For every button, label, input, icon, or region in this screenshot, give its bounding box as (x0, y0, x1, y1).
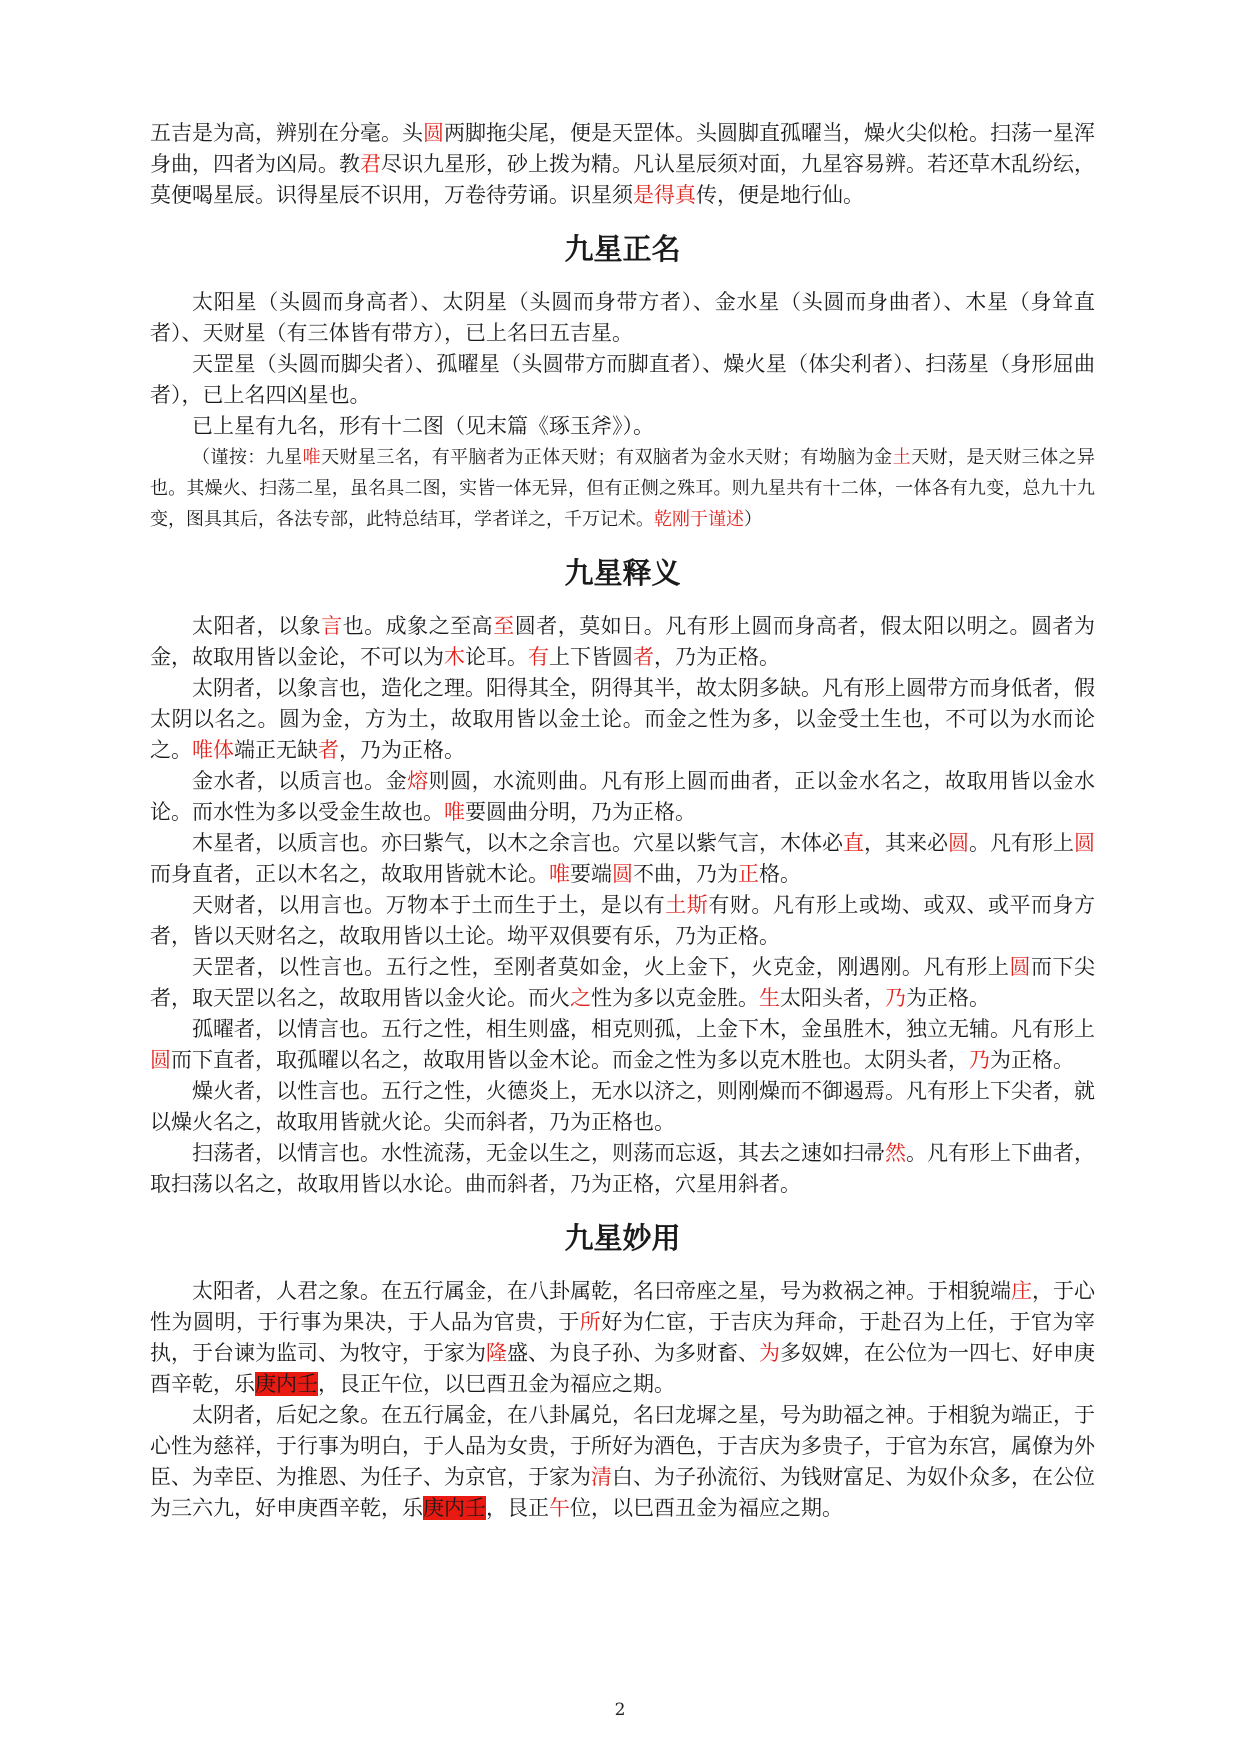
text-run: 不曲，乃为 (633, 862, 738, 886)
text-run: 太阴者，以象言也，造化之理。阳得其全，阴得其半，故太阴多缺。凡有形上圆带方而身低者，假太阴以名之。圆为金，方为土，故取用皆以金土论。而金之性为多，以金受土生也，不可以为水而论之。 (150, 676, 1095, 762)
text-run: 扫荡者，以情言也。水性流荡，无金以生之，则荡而忘返，其去之速如扫帚 (192, 1141, 885, 1165)
text-run: 而下尖者，取天罡以名之，故取用皆以金火论。而火 (150, 955, 1096, 1010)
section-miaoyong (150, 1276, 1095, 1524)
text-run: 天财，是天财三体之异也。其燥火、扫荡二星，虽名具二图，实皆一体无异，但有正侧之殊耳。则九星共有十二体，一体各有九变，总九十九变，图具其后，各法专部，此特总结耳，学者详之，千万记术。 (150, 447, 1095, 530)
text-run: 白、为子孙流衍、为钱财富足、为奴仆众多，在公位为三六九，好申庚酉辛乾，乐 (150, 1465, 1095, 1520)
highlighted-text: 庚内壬 (255, 1372, 318, 1396)
red-text: 圆 (423, 121, 444, 145)
paragraph (150, 1076, 1095, 1138)
text-run: 尽识九星形，砂上拨为精。凡认星辰须对面，九星容易辨。若还草木乱纷纭，莫便喝星辰。识得星辰不识用，万卷待劳诵。识星须 (150, 152, 1095, 207)
text-run: ，艮正午位，以巳酉丑金为福应之期。 (318, 1372, 675, 1396)
text-run: 圆者，莫如日。凡有形上圆而身高者，假太阳以明之。圆者为金，故取用皆以金论，不可以为 (150, 614, 1096, 669)
paragraph (150, 890, 1095, 952)
section-title-shiyi: 九星释义 (564, 556, 681, 590)
red-text: 唯 (302, 447, 322, 468)
editor-note (150, 442, 1095, 535)
document-page (150, 118, 1095, 1524)
text-run: ，艮正 (486, 1496, 549, 1520)
red-text: 乃 (885, 986, 906, 1010)
intro-paragraph (150, 118, 1095, 211)
red-text: 所 (579, 1310, 602, 1334)
red-text: 圆 (612, 862, 633, 886)
text-run: 多奴婢，在公位为一四七、好申庚酉辛乾，乐 (150, 1341, 1095, 1396)
text-run: 燥火者，以性言也。五行之性，火德炎上，无水以济之，则刚燥而不御遏焉。凡有形上下尖者，就以燥火名之，故取用皆就火论。尖而斜者，乃为正格也。 (150, 1079, 1095, 1134)
text-run: 太阳者，以象 (192, 614, 322, 638)
red-text: 圆 (1009, 955, 1031, 979)
red-text: 庄 (1011, 1279, 1032, 1303)
text-run: 为正格。 (906, 986, 990, 1010)
red-text: 乾刚于谨述 (654, 509, 744, 530)
text-run: 。凡有形上下曲者，取扫荡以名之，故取用皆以水论。曲而斜者，乃为正格，穴星用斜者。 (150, 1141, 1095, 1196)
text-run: 好为仁宦，于吉庆为拜命，于赴召为上任，于官为宰执，于台谏为监司、为牧守，于家为 (150, 1310, 1096, 1365)
red-text: 木 (444, 645, 465, 669)
paragraph (150, 952, 1095, 1014)
highlighted-text: 庚内壬 (423, 1496, 486, 1520)
text-run: 格。 (759, 862, 801, 886)
section-title-miaoyong: 九星妙用 (564, 1221, 681, 1255)
text-run: 则圆，水流则曲。凡有形上圆而曲者，正以金水名之，故取用皆以金水论。而水性为多以受金生故也。 (150, 769, 1096, 824)
text-run: 上下皆圆 (549, 645, 633, 669)
text-run: （谨按：九星 (192, 447, 303, 468)
text-run: 太阴者，后妃之象。在五行属金，在八卦属兑，名曰龙墀之星，号为助福之神。于相貌为端正，于心性为慈祥，于行事为明白，于人品为女贵，于所好为酒色，于吉庆为多贵子，于官为东宫，属僚为外臣、为幸臣、为推恩、为任子、为京官，于家为 (150, 1403, 1095, 1489)
text-run: 五吉是为高，辨别在分毫。头 (150, 121, 423, 145)
red-text: 熔 (407, 769, 429, 793)
red-text: 土斯 (665, 893, 709, 917)
paragraph (150, 611, 1095, 673)
red-text: 者 (318, 738, 339, 762)
paragraph (150, 1276, 1095, 1400)
section-zhengming (150, 287, 1095, 535)
paragraph (150, 411, 1095, 442)
text-run: 太阳者，人君之象。在五行属金，在八卦属乾，名曰帝座之星，号为救祸之神。于相貌端 (192, 1279, 1011, 1303)
red-text: 为 (759, 1341, 780, 1365)
text-run: 天财星三名，有平脑者为正体天财；有双脑者为金水天财；有坳脑为金 (321, 447, 893, 468)
text-run: 为正格。 (990, 1048, 1074, 1072)
red-text: 之 (570, 986, 591, 1010)
text-run: 要圆曲分明，乃为正格。 (465, 800, 696, 824)
text-run: 两脚拖尖尾，便是天罡体。头圆脚直孤曜当，燥火尖似枪。扫荡一星浑身曲，四者为凶局。教 (150, 121, 1095, 176)
paragraph (150, 287, 1095, 349)
text-run: 位，以巳酉丑金为福应之期。 (570, 1496, 843, 1520)
text-run: 孤曜者，以情言也。五行之性，相生则盛，相克则孤，上金下木，金虽胜木，独立无辅。凡有形上 (192, 1017, 1095, 1041)
red-text: 生 (759, 986, 780, 1010)
text-run: 天罡星（头圆而脚尖者）、孤曜星（头圆带方而脚直者）、燥火星（体尖利者）、扫荡星（身形屈曲者），已上名四凶星也。 (150, 352, 1095, 407)
red-text: 土 (892, 447, 912, 468)
text-run: 传，便是地行仙。 (696, 183, 864, 207)
paragraph (150, 766, 1095, 828)
text-run: 性为多以克金胜。 (591, 986, 759, 1010)
text-run: ，乃为正格。 (339, 738, 465, 762)
text-run: 而下直者，取孤曜以名之，故取用皆以金木论。而金之性为多以克木胜也。太阴头者， (171, 1048, 969, 1072)
red-text: 圆 (150, 1048, 171, 1072)
text-run: 太阳头者， (780, 986, 885, 1010)
paragraph (150, 349, 1095, 411)
text-run: 天罡者，以性言也。五行之性，至刚者莫如金，火上金下，火克金，刚遇刚。凡有形上 (192, 955, 1010, 979)
red-text: 圆 (948, 831, 969, 855)
red-text: 正 (738, 862, 759, 886)
text-run: 论耳。 (465, 645, 528, 669)
red-text: 午 (549, 1496, 570, 1520)
text-run: 太阳星（头圆而身高者）、太阴星（头圆而身带方者）、金水星（头圆而身曲者）、木星（身耸直者）、天财星（有三体皆有带方），已上名曰五吉星。 (150, 290, 1095, 345)
text-run: 。凡有形上 (969, 831, 1074, 855)
paragraph (150, 1400, 1095, 1524)
paragraph (150, 1014, 1095, 1076)
red-text: 有 (528, 645, 549, 669)
paragraph (150, 673, 1095, 766)
red-text: 唯体 (192, 738, 234, 762)
text-run: ，乃为正格。 (654, 645, 780, 669)
red-text: 是得真 (633, 183, 696, 207)
text-run: ） (744, 509, 762, 530)
text-run: 也。成象之至高 (342, 614, 494, 638)
text-run: 要端 (570, 862, 612, 886)
text-run: 金水者，以质言也。金 (192, 769, 408, 793)
text-run: 有财。凡有形上或坳、或双、或平而身方者，皆以天财名之，故取用皆以土论。坳平双俱要有乐，乃为正格。 (150, 893, 1096, 948)
red-text: 直 (843, 831, 864, 855)
paragraph (150, 828, 1095, 890)
red-text: 者 (633, 645, 654, 669)
text-run: ，于心性为圆明，于行事为果决，于人品为官贵，于 (150, 1279, 1095, 1334)
red-text: 言 (321, 614, 343, 638)
red-text: 清 (591, 1465, 612, 1489)
text-run: 端正无缺 (234, 738, 318, 762)
text-run: 已上星有九名，形有十二图（见末篇《琢玉斧》）。 (192, 414, 654, 438)
section-shiyi (150, 611, 1095, 1200)
red-text: 唯 (549, 862, 570, 886)
red-text: 君 (360, 152, 381, 176)
red-text: 唯 (444, 800, 465, 824)
text-run: 天财者，以用言也。万物本于土而生于土，是以有 (192, 893, 666, 917)
red-text: 乃 (969, 1048, 990, 1072)
red-text: 然 (885, 1141, 906, 1165)
text-run: ，其来必 (864, 831, 948, 855)
paragraph (150, 1138, 1095, 1200)
section-title-zhengming: 九星正名 (564, 232, 681, 266)
text-run: 盛、为良子孙、为多财畜、 (507, 1341, 759, 1365)
page-number: 2 (614, 1700, 626, 1720)
red-text: 圆 (1074, 831, 1095, 855)
text-run: 木星者，以质言也。亦曰紫气，以木之余言也。穴星以紫气言，木体必 (192, 831, 843, 855)
text-run: 而身直者，正以木名之，故取用皆就木论。 (150, 862, 549, 886)
red-text: 隆 (486, 1341, 507, 1365)
red-text: 至 (493, 614, 515, 638)
